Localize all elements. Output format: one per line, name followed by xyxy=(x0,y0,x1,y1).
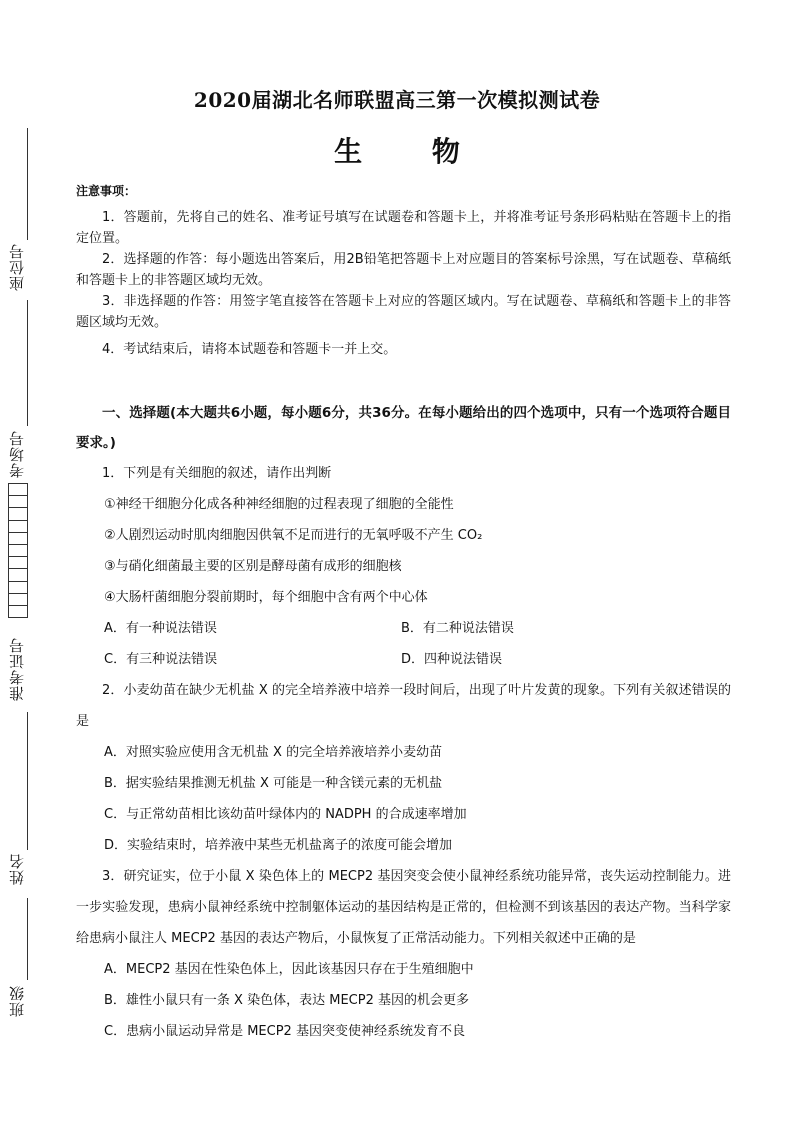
note-item: 2．选择题的作答：每小题选出答案后，用2B铅笔把答题卡上对应题目的答案标号涂黑，写在试题卷、草稿纸和答题卡上的非答题区域均无效。 xyxy=(76,252,731,288)
id-number-grid xyxy=(8,483,28,618)
option-a: A．MECP2 基因在性染色体上，因此该基因只存在于生殖细胞中 xyxy=(104,962,474,977)
note-item: 3．非选择题的作答：用签字笔直接答在答题卡上对应的答题区域内。写在试题卷、草稿纸和答题卡上的非答题区域均无效。 xyxy=(76,294,731,330)
question-3-stem: 3．研究证实，位于小鼠 X 染色体上的 MECP2 基因突变会使小鼠神经系统功能异常，丧失运动控制能力。进一步实验发现，患病小鼠神经系统中控制躯体运动的基因结构是正常的，但检测不到该基因的表达产物。当科学家给患病小鼠注人 MECP2 基因的表达产物后，小鼠恢复了正常活动能力。下列相关叙述中正确的是 xyxy=(76,869,731,946)
question-1-options-row xyxy=(76,613,731,644)
margin-line xyxy=(27,712,28,850)
question-1-statement: ④大肠杆菌细胞分裂前期时，每个细胞中含有两个中心体 xyxy=(104,590,428,605)
question-1-stem: 1．下列是有关细胞的叙述，请作出判断 xyxy=(102,466,332,481)
section-heading: 一、选择题(本大题共6小题，每小题6分，共36分。在每小题给出的四个选项中，只有一个选项符合题目要求。) xyxy=(76,405,731,451)
question-1-statement: ①神经干细胞分化成各种神经细胞的过程表现了细胞的全能性 xyxy=(104,497,454,512)
exam-room-label: 考场号 xyxy=(8,430,26,478)
option-a: A．对照实验应使用含无机盐 X 的完全培养液培养小麦幼苗 xyxy=(104,745,443,760)
notes-heading: 注意事项： xyxy=(76,184,137,198)
note-item: 1．答题前，先将自己的姓名、准考证号填写在试题卷和答题卡上，并将准考证号条形码粘贴在答题卡上的指定位置。 xyxy=(76,210,731,246)
name-label: 姓名 xyxy=(8,853,26,885)
question-1-statement: ②人剧烈运动时肌肉细胞因供氧不足而进行的无氧呼吸不产生 CO₂ xyxy=(104,528,483,543)
seat-number-label: 座位号 xyxy=(8,243,26,291)
admission-ticket-label: 准考证号 xyxy=(8,637,26,701)
option-c: C．有三种说法错误 xyxy=(104,652,218,667)
question-1-statement: ③与硝化细菌最主要的区别是酵母菌有成形的细胞核 xyxy=(104,559,402,574)
option-b: B．据实验结果推测无机盐 X 可能是一种含镁元素的无机盐 xyxy=(104,776,443,791)
margin-line xyxy=(27,898,28,980)
note-item: 4．考试结束后，请将本试题卷和答题卡一并上交。 xyxy=(102,342,397,357)
subject-title: 生 物 xyxy=(334,135,490,168)
exam-content xyxy=(76,182,731,1047)
option-a: A．有一种说法错误 xyxy=(104,621,217,636)
class-label: 班级 xyxy=(8,985,26,1017)
option-c: C．患病小鼠运动异常是 MECP2 基因突变使神经系统发育不良 xyxy=(104,1024,465,1039)
option-b: B．雄性小鼠只有一条 X 染色体，表达 MECP2 基因的机会更多 xyxy=(104,993,469,1008)
option-d: D．实验结束时，培养液中某些无机盐离子的浓度可能会增加 xyxy=(104,838,453,853)
option-c: C．与正常幼苗相比该幼苗叶绿体内的 NADPH 的合成速率增加 xyxy=(104,807,467,822)
margin-line xyxy=(27,300,28,426)
exam-title: 2020届湖北名师联盟高三第一次模拟测试卷 xyxy=(193,88,601,112)
question-1-options-row xyxy=(76,644,731,675)
question-2-stem: 2．小麦幼苗在缺少无机盐 X 的完全培养液中培养一段时间后，出现了叶片发黄的现象。下列有关叙述错误的是 xyxy=(76,683,731,729)
option-b: B．有二种说法错误 xyxy=(401,621,514,636)
option-d: D．四种说法错误 xyxy=(401,652,503,667)
